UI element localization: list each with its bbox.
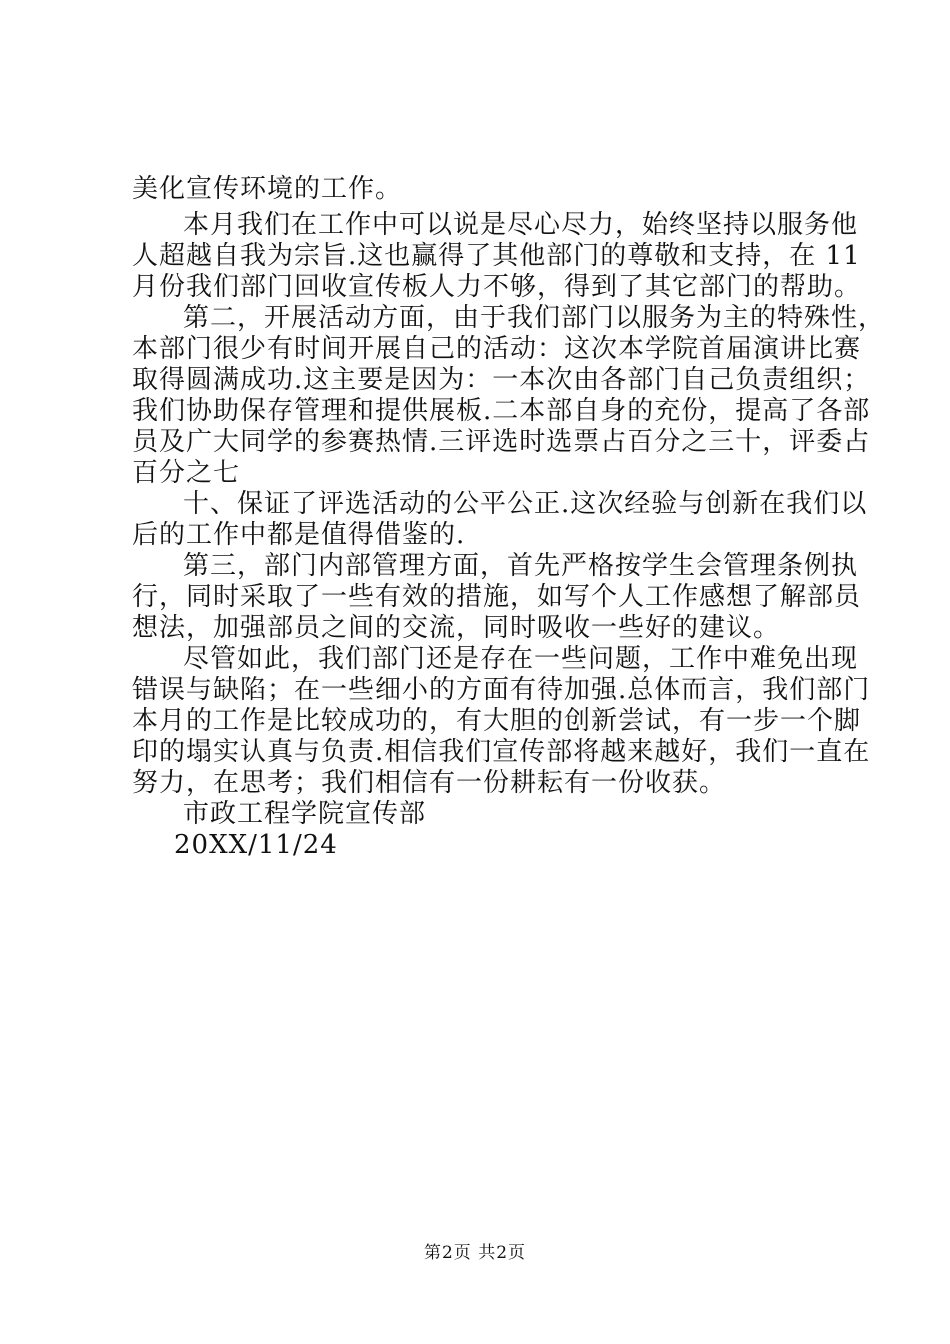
signature-department: 市政工程学院宣传部 <box>183 799 427 829</box>
paragraph-first-line: 第三，部门内部管理方面，首先严格按学生会管理条例执 <box>183 551 859 581</box>
paragraph-first-line: 十、保证了评选活动的公平公正.这次经验与创新在我们以 <box>183 489 868 519</box>
text-line: 我们协助保存管理和提供展板.二本部自身的充份，提高了各部 <box>132 396 871 426</box>
paragraph-first-line: 第二，开展活动方面，由于我们部门以服务为主的特殊性， <box>183 303 886 333</box>
text-line: 月份我们部门回收宣传板人力不够，得到了其它部门的帮助。 <box>132 272 862 302</box>
text-line: 本部门很少有时间开展自己的活动：这次本学院首届演讲比赛 <box>132 334 862 364</box>
text-line: 印的塌实认真与负责.相信我们宣传部将越来越好，我们一直在 <box>132 737 871 767</box>
text-line: 错误与缺陷；在一些细小的方面有待加强.总体而言，我们部门 <box>132 675 871 705</box>
signature-date: 20XX/11/24 <box>174 830 338 860</box>
text-line: 员及广大同学的参赛热情.三评选时选票占百分之三十，评委占 <box>132 427 871 457</box>
text-line: 百分之七 <box>132 458 241 488</box>
text-line: 美化宣传环境的工作。 <box>132 174 403 204</box>
text-line: 想法，加强部员之间的交流，同时吸收一些好的建议。 <box>132 613 781 643</box>
paragraph-first-line: 尽管如此，我们部门还是存在一些问题，工作中难免出现 <box>183 644 859 674</box>
text-line: 本月的工作是比较成功的，有大胆的创新尝试，有一步一个脚 <box>132 706 862 736</box>
text-line: 行，同时采取了一些有效的措施，如写个人工作感想了解部员 <box>132 582 862 612</box>
page-number-footer: 第2页 共2页 <box>423 1243 527 1263</box>
text-line: 努力，在思考；我们相信有一份耕耘有一份收获。 <box>132 768 727 798</box>
paragraph-first-line: 本月我们在工作中可以说是尽心尽力，始终坚持以服务他 <box>183 210 859 240</box>
text-line: 取得圆满成功.这主要是因为：一本次由各部门自己负责组织； <box>132 365 871 395</box>
text-line: 后的工作中都是值得借鉴的. <box>132 520 466 550</box>
text-line: 人超越自我为宗旨.这也赢得了其他部门的尊敬和支持，在 11 <box>132 241 861 271</box>
